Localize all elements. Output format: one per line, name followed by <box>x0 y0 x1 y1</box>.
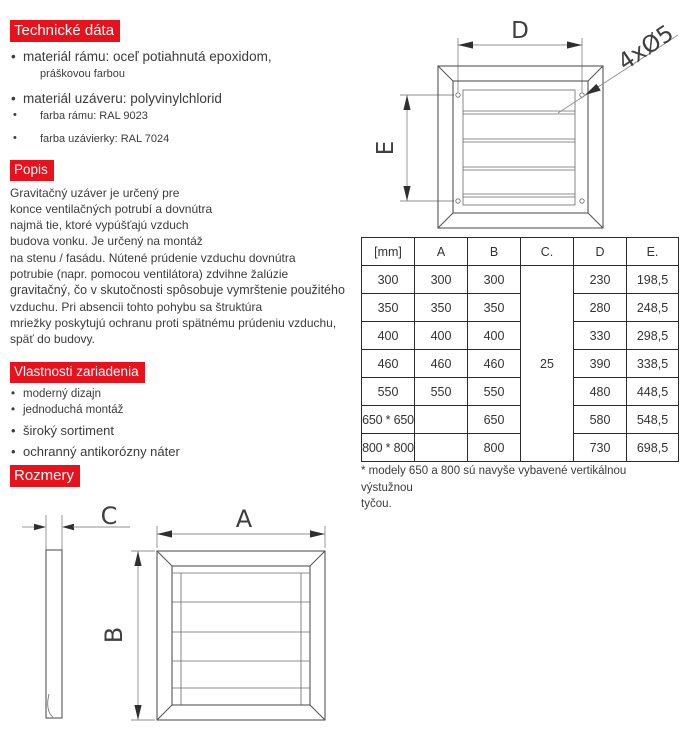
col-header-d: D <box>574 238 627 266</box>
cell-size: 550 <box>362 378 415 406</box>
section-heading-dimensions: Rozmery <box>10 465 80 487</box>
description-line: konce ventilačných potrubí a dovnútra <box>10 201 213 216</box>
front-view-louvers <box>172 573 310 705</box>
table-row <box>362 294 679 322</box>
grille-dimension-drawing <box>8 498 358 754</box>
cell-size: 460 <box>362 350 415 378</box>
footnote-line: tyčou. <box>361 498 392 510</box>
dim-label-b: B <box>100 626 128 644</box>
footnote-line: * modely 650 a 800 sú navyše vybavené vertikálnou výstužnou <box>361 465 627 494</box>
cell-b: 650 <box>468 406 521 434</box>
section-dimensions <box>10 465 80 487</box>
property-item: • jednoduchá montáž <box>10 404 310 416</box>
cell-e: 298,5 <box>627 322 679 350</box>
col-header-e: E. <box>627 238 679 266</box>
cell-d: 280 <box>574 294 627 322</box>
dim-label-e: E <box>373 140 399 156</box>
cell-c-merged: 25 <box>521 266 574 462</box>
louver-panel <box>463 90 575 205</box>
cell-a: 550 <box>415 378 468 406</box>
property-item: • moderný dizajn <box>10 388 310 400</box>
cell-b: 350 <box>468 294 521 322</box>
description-line: vzduchu. Pri absencii tohto pohybu sa štruktúra <box>10 299 263 314</box>
cell-e: 698,5 <box>627 434 679 462</box>
front-view-frame <box>157 551 325 720</box>
cell-d: 730 <box>574 434 627 462</box>
cell-a: 400 <box>415 322 468 350</box>
description-paragraph <box>10 185 360 348</box>
cell-b: 800 <box>468 434 521 462</box>
section-technical-data <box>10 20 358 146</box>
section-device-properties <box>10 362 310 459</box>
table-row <box>362 406 679 434</box>
cell-b: 550 <box>468 378 521 406</box>
section-heading-properties: Vlastnosti zariadenia <box>10 362 145 383</box>
col-header-b: B <box>468 238 521 266</box>
cell-size: 350 <box>362 294 415 322</box>
cell-b: 300 <box>468 266 521 294</box>
side-profile-view <box>46 550 62 718</box>
bullet-frame-material-line2: práškovou farbou <box>40 67 125 80</box>
holes-callout <box>558 20 679 113</box>
section-heading-technical: Technické dáta <box>10 20 120 42</box>
section-description <box>10 160 360 347</box>
table-row <box>362 322 679 350</box>
description-line: na stenu / fasádu. Nútené prúdenie vzduchu dovnútra <box>10 250 296 265</box>
dimensions-table-wrap <box>361 237 679 462</box>
dim-label-a: A <box>235 505 253 533</box>
dim-label-c: C <box>100 502 118 530</box>
description-line: Gravitačný uzáver je určený pre <box>10 185 180 200</box>
bullet-shutter-color: • farba uzávierky: RAL 7024 <box>10 133 358 146</box>
cell-b: 400 <box>468 322 521 350</box>
cell-d: 330 <box>574 322 627 350</box>
description-line: gravitačný, čo v skutočnosti spôsobuje vymrštenie použitého <box>10 283 345 298</box>
screw-holes <box>456 93 584 203</box>
cell-size: 800 * 800 <box>362 434 415 462</box>
table-row <box>362 266 679 294</box>
cell-a: 460 <box>415 350 468 378</box>
description-line: späť do budovy. <box>10 332 96 347</box>
description-line: potrubie (napr. pomocou ventilátora) zdvihne žalúzie <box>10 267 289 281</box>
cell-a <box>415 434 468 462</box>
dimensions-table <box>361 237 679 462</box>
table-row <box>362 378 679 406</box>
col-header-c: C. <box>521 238 574 266</box>
cell-b: 460 <box>468 350 521 378</box>
bullet-shutter-material: • materiál uzáveru: polyvinylchlorid <box>10 91 358 107</box>
bullet-frame-material: • materiál rámu: oceľ potiahnutá epoxidom, <box>10 49 358 65</box>
cell-e: 448,5 <box>627 378 679 406</box>
description-line: mriežky poskytujú ochranu proti spätnému prúdeniu vzduchu, <box>10 315 337 330</box>
cell-e: 338,5 <box>627 350 679 378</box>
table-footnote <box>361 463 671 513</box>
bullet-frame-color: • farba rámu: RAL 9023 <box>10 110 358 123</box>
cell-d: 390 <box>574 350 627 378</box>
table-header-row <box>362 238 679 266</box>
dimension-a <box>157 505 325 548</box>
dim-label-d: D <box>511 18 529 44</box>
description-line: najmä tie, ktoré vypúšťajú vzduch <box>10 218 189 233</box>
property-item: • ochranný antikorózny náter <box>10 444 310 459</box>
grille-front-view-drawing <box>360 8 698 238</box>
dimension-b <box>100 551 155 720</box>
dimension-c <box>22 502 130 550</box>
col-header-a: A <box>415 238 468 266</box>
section-heading-description: Popis <box>10 160 54 181</box>
table-row <box>362 434 679 462</box>
cell-a: 350 <box>415 294 468 322</box>
description-line: budova vonku. Je určený na montáž <box>10 234 203 249</box>
cell-d: 230 <box>574 266 627 294</box>
dimension-e <box>373 95 454 201</box>
holes-callout-label: 4xØ5 <box>613 20 679 77</box>
cell-e: 548,5 <box>627 406 679 434</box>
cell-a: 300 <box>415 266 468 294</box>
cell-e: 248,5 <box>627 294 679 322</box>
cell-e: 198,5 <box>627 266 679 294</box>
cell-size: 400 <box>362 322 415 350</box>
col-header-mm: [mm] <box>362 238 415 266</box>
cell-a <box>415 406 468 434</box>
cell-size: 300 <box>362 266 415 294</box>
table-row <box>362 350 679 378</box>
property-item: • široký sortiment <box>10 423 310 438</box>
cell-d: 580 <box>574 406 627 434</box>
cell-d: 480 <box>574 378 627 406</box>
cell-size: 650 * 650 <box>362 406 415 434</box>
